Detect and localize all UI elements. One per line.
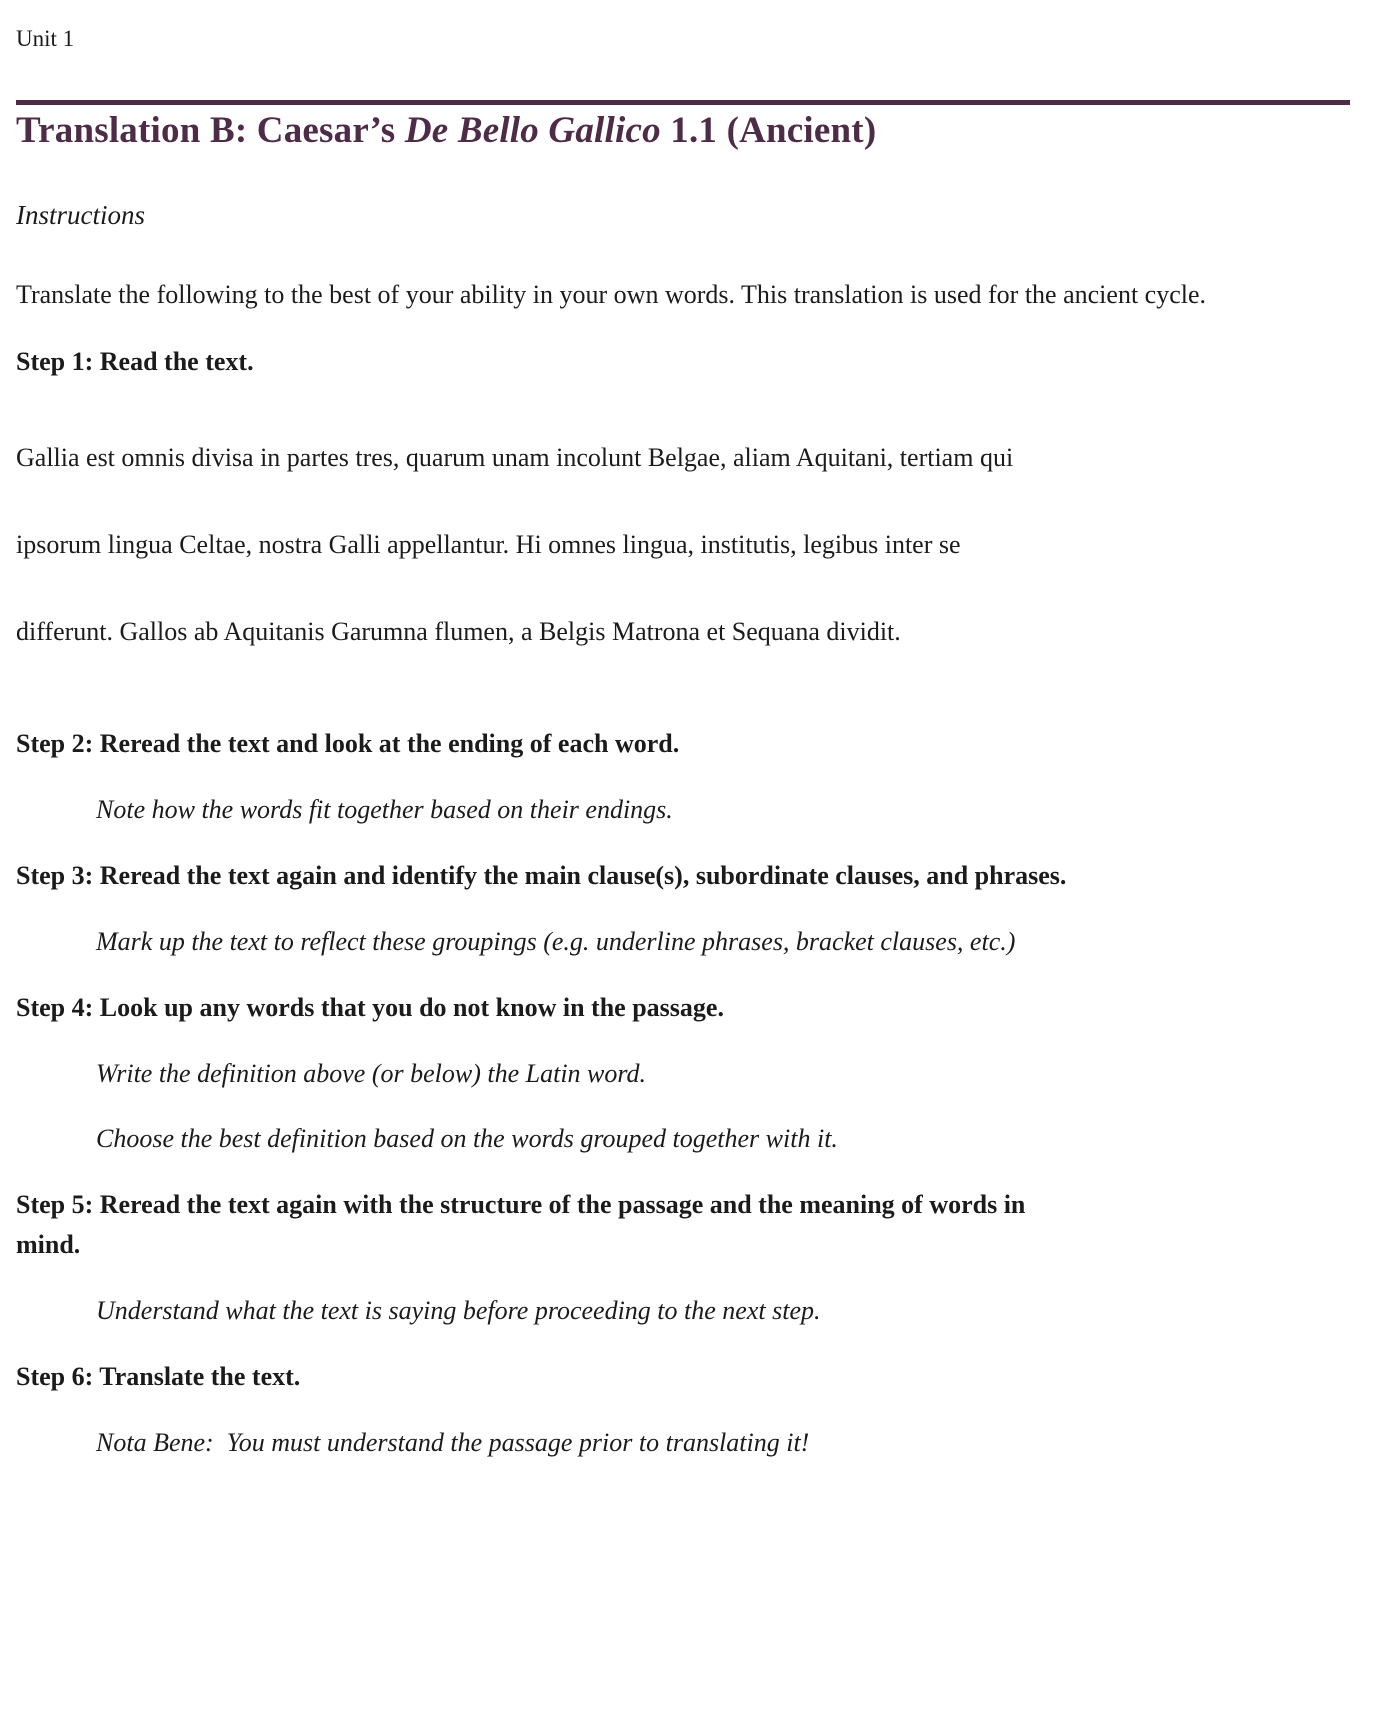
step-4-heading: Step 4: Look up any words that you do not know in the passage. (16, 993, 724, 1022)
instructions-body: Translate the following to the best of your ability in your own words. This translation is used for the ancient cycle. (16, 280, 1207, 309)
step-4-note-2: Choose the best definition based on the words grouped together with it. (96, 1124, 838, 1153)
page-title-suffix: 1.1 (Ancient) (660, 110, 877, 151)
page-title-italic-work-name: De Bello Gallico (404, 110, 661, 151)
step-3-heading: Step 3: Reread the text again and identify the main clause(s), subordinate clauses, and phrases. (16, 861, 1067, 890)
latin-passage-line-3: differunt. Gallos ab Aquitanis Garumna flumen, a Belgis Matrona et Sequana dividit. (16, 617, 901, 646)
step-6-note: Nota Bene: You must understand the passage prior to translating it! (96, 1428, 810, 1457)
page-title (16, 105, 1350, 157)
latin-passage (16, 439, 1350, 651)
page-title-prefix: Translation B: Caesar’s (16, 110, 405, 151)
step-5-note: Understand what the text is saying before proceeding to the next step. (96, 1296, 821, 1325)
instructions-heading: Instructions (16, 200, 146, 230)
latin-passage-line-2: ipsorum lingua Celtae, nostra Galli appellantur. Hi omnes lingua, institutis, legibus inter se (16, 530, 961, 559)
step-1-heading: Step 1: Read the text. (16, 347, 254, 376)
step-5-heading-line-2: mind. (16, 1230, 81, 1259)
latin-passage-line-1: Gallia est omnis divisa in partes tres, quarum unam incolunt Belgae, aliam Aquitani, tertiam qui (16, 443, 1014, 472)
step-6-heading: Step 6: Translate the text. (16, 1362, 301, 1391)
step-2-heading: Step 2: Reread the text and look at the ending of each word. (16, 729, 680, 758)
unit-label: Unit 1 (16, 26, 75, 51)
step-5-heading-line-1: Step 5: Reread the text again with the structure of the passage and the meaning of words in (16, 1190, 1026, 1219)
step-2-note: Note how the words fit together based on their endings. (96, 795, 673, 824)
step-4-note-1: Write the definition above (or below) the Latin word. (96, 1059, 647, 1088)
step-3-note: Mark up the text to reflect these groupings (e.g. underline phrases, bracket clauses, etc.) (96, 927, 1016, 956)
